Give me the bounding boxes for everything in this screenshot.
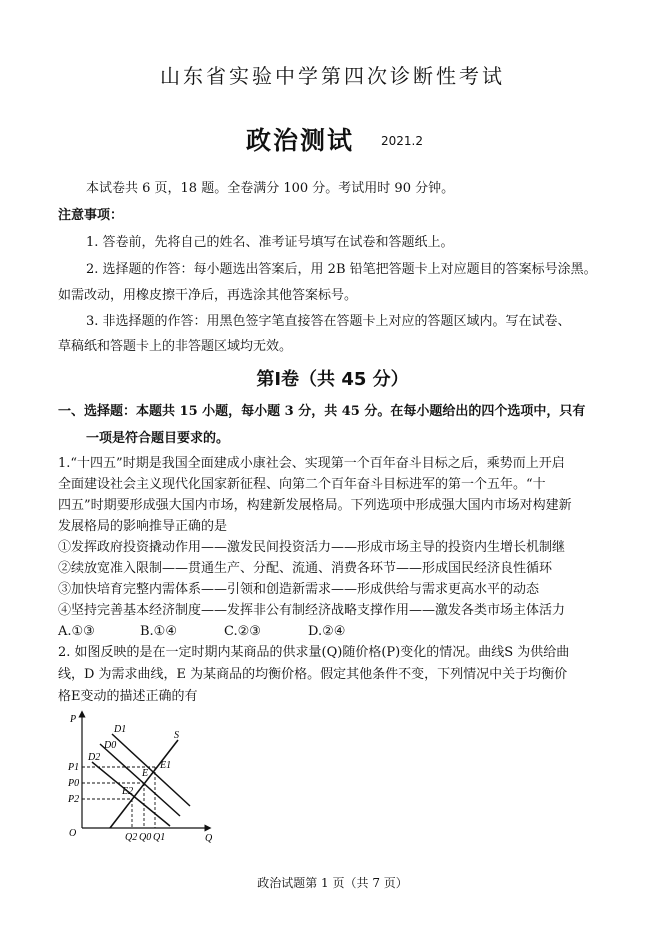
note-3-line-2: 草稿纸和答题卡上的非答题区域均无效。	[58, 339, 293, 354]
label-d2: D2	[88, 752, 101, 763]
exam-date: 2021.2	[381, 134, 423, 148]
section-title: 第Ⅰ卷（共 45 分）	[256, 369, 409, 390]
note-2-line-1: 2. 选择题的作答：每小题选出答案后，用 2B 铅笔把答题卡上对应题目的答案标号涂黑。	[86, 262, 597, 277]
part1-instruction-line-2: 一项是符合题目要求的。	[86, 431, 230, 446]
q2-stem-line-1: 2. 如图反映的是在一定时期内某商品的供求量(Q)随价格(P)变化的情况。曲线S 为供给曲	[58, 645, 570, 660]
label-p2: P2	[68, 794, 80, 805]
note-1: 1. 答卷前，先将自己的姓名、准考证号填写在试卷和答题纸上。	[86, 235, 454, 250]
q2-stem-line-2: 线，D 为需求曲线，E 为某商品的均衡价格。假定其他条件不变，下列情况中关于均衡价	[58, 667, 568, 682]
q1-choice-d: D.②④	[308, 624, 346, 639]
label-e1: E1	[160, 760, 172, 771]
q2-stem-line-3: 格E变动的描述正确的有	[58, 689, 198, 704]
note-3-line-1: 3. 非选择题的作答：用黑色签字笔直接答在答题卡上对应的答题区域内。写在试卷、	[86, 314, 571, 329]
label-q2: Q2	[125, 832, 138, 843]
demand-curve-d0	[100, 744, 180, 816]
note-2-line-2: 如需改动，用橡皮擦干净后，再选涂其他答案标号。	[58, 288, 358, 303]
label-d1: D1	[114, 724, 127, 735]
supply-demand-graph	[62, 708, 232, 848]
label-e: E	[142, 768, 149, 779]
label-q0: Q0	[139, 832, 152, 843]
origin-label: O	[69, 828, 77, 839]
q1-option-3: ③加快培育完整内需体系——引领和创造新需求——形成供给与需求更高水平的动态	[58, 582, 540, 597]
q1-option-1: ①发挥政府投资撬动作用——激发民间投资活力——形成市场主导的投资内生增长机制继	[58, 540, 566, 555]
label-p0: P0	[68, 778, 80, 789]
part1-instruction-line-1: 一、选择题：本题共 15 小题，每小题 3 分，共 45 分。在每小题给出的四个选项中，只有	[58, 404, 586, 419]
label-e2: E2	[122, 786, 134, 797]
intro-text: 本试卷共 6 页，18 题。全卷满分 100 分。考试用时 90 分钟。	[86, 181, 455, 196]
q1-option-4: ④坚持完善基本经济制度——发挥非公有制经济战略支撑作用——激发各类市场主体活力	[58, 603, 566, 618]
label-p1: P1	[68, 762, 80, 773]
label-s: S	[174, 730, 179, 741]
axis-label-p: P	[70, 714, 77, 725]
label-q1: Q1	[153, 832, 166, 843]
q1-stem-line-1: 1.“十四五”时期是我国全面建成小康社会、实现第一个百年奋斗目标之后，乘势而上开启	[58, 456, 565, 471]
q1-stem-line-2: 全面建设社会主义现代化国家新征程、向第二个百年奋斗目标进军的第一个五年。“十	[58, 477, 546, 492]
q1-choice-c: C.②③	[224, 624, 261, 639]
school-exam-title: 山东省实验中学第四次诊断性考试	[160, 64, 505, 88]
axis-label-q: Q	[205, 833, 213, 844]
q1-stem-line-4: 发展格局的影响推导正确的是	[58, 519, 228, 534]
q1-stem-line-3: 四五”时期要形成强大国内市场，构建新发展格局。下列选项中形成强大国内市场对构建新	[58, 498, 572, 513]
paper-title: 政治测试	[246, 126, 355, 155]
q1-choice-b: B.①④	[140, 624, 177, 639]
page-footer: 政治试题第 1 页（共 7 页）	[257, 876, 408, 890]
q1-option-2: ②续放宽准入限制——贯通生产、分配、流通、消费各环节——形成国民经济良性循环	[58, 561, 553, 576]
q1-choice-a: A.①③	[58, 624, 95, 639]
notes-heading: 注意事项：	[58, 208, 124, 223]
label-d0: D0	[104, 740, 117, 751]
